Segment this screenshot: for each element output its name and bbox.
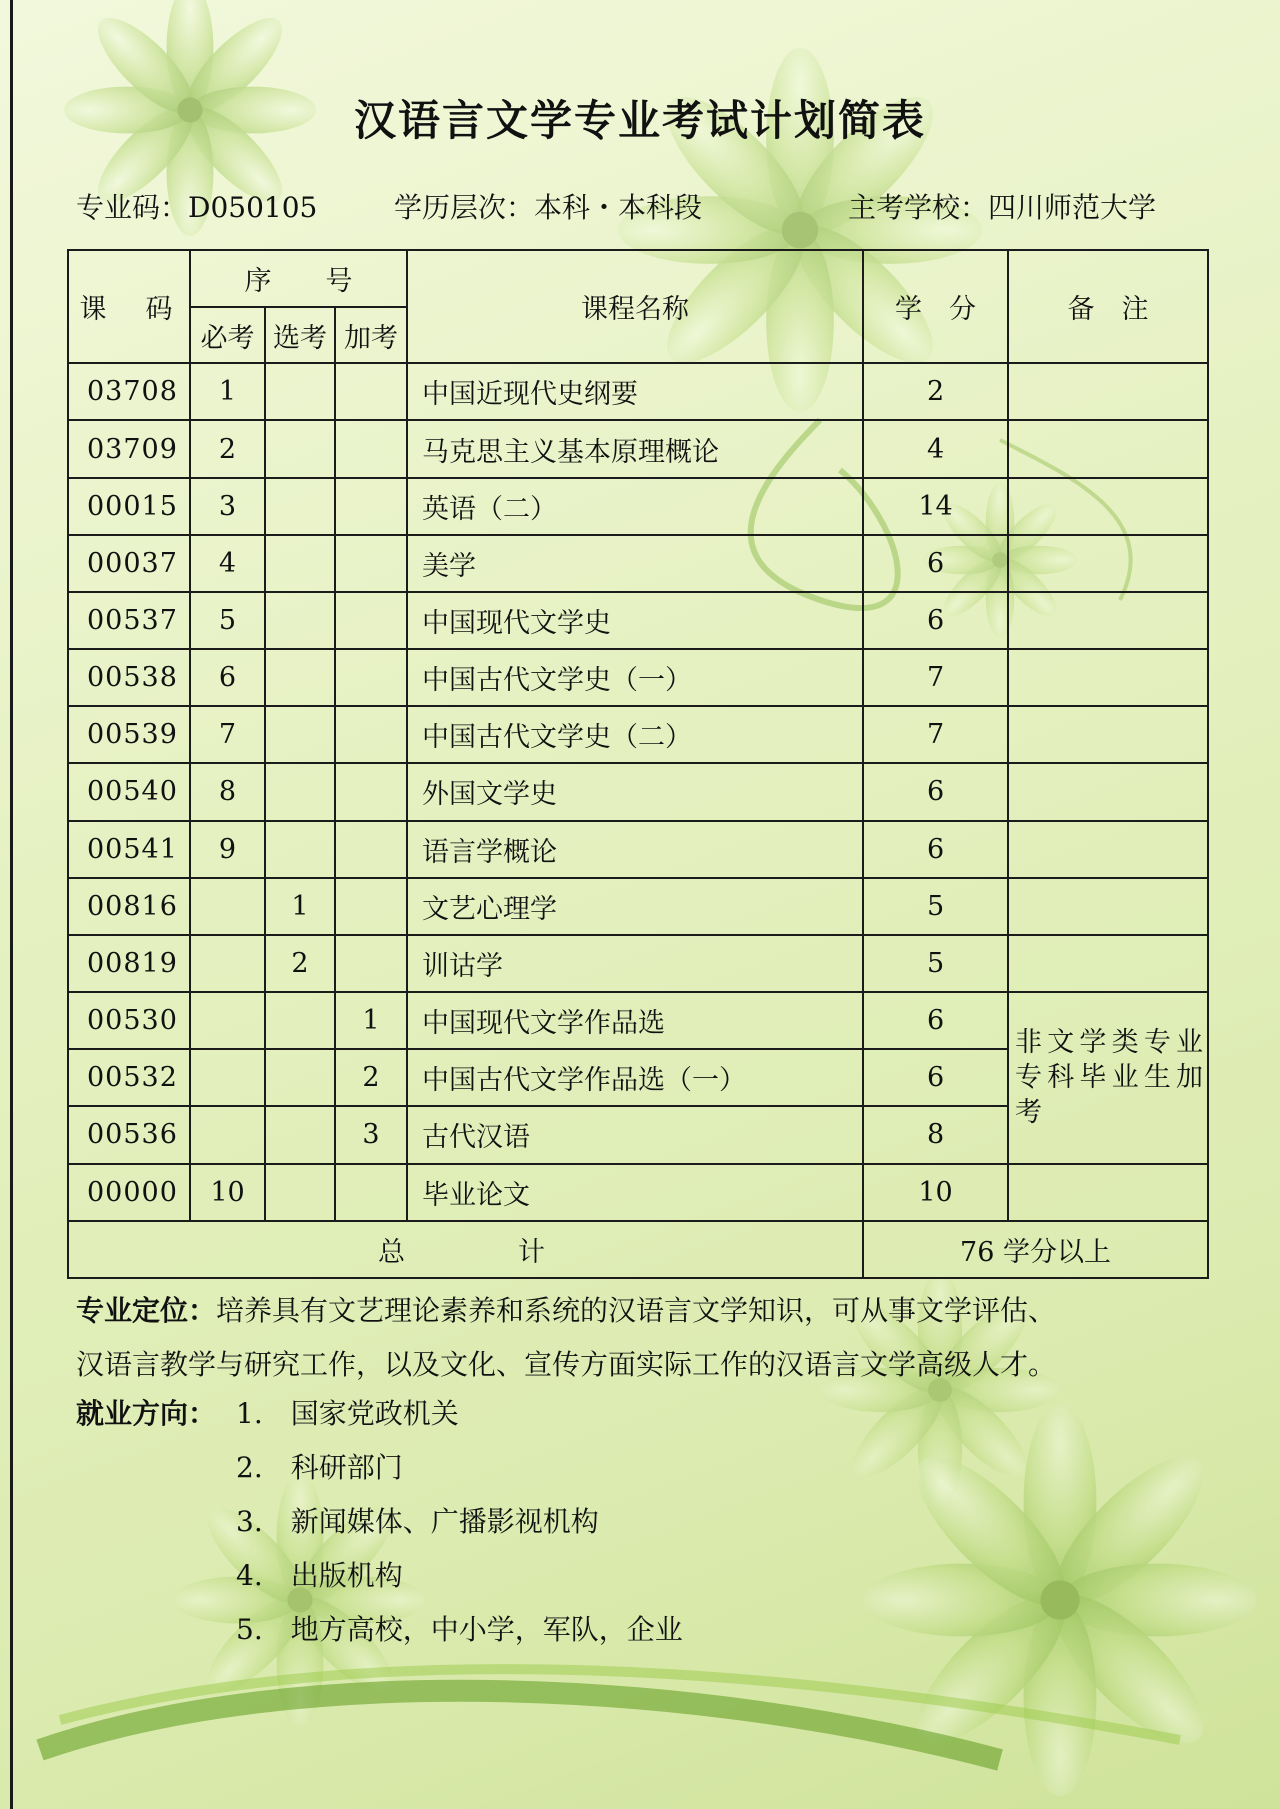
employment-label: 就业方向： xyxy=(76,1397,217,1430)
credit-cell: 6 xyxy=(863,992,1008,1049)
additional-seq-cell xyxy=(335,363,407,420)
credit-cell: 6 xyxy=(863,821,1008,878)
credit-cell: 10 xyxy=(863,1164,1008,1221)
additional-seq-cell xyxy=(335,535,407,592)
additional-seq-cell: 1 xyxy=(335,992,407,1049)
elective-seq-cell xyxy=(265,478,335,535)
course-code-cell: 00530 xyxy=(68,992,190,1049)
additional-seq-cell xyxy=(335,821,407,878)
table-row xyxy=(68,420,1208,477)
note-cell xyxy=(1008,478,1208,535)
course-name-cell: 中国现代文学史 xyxy=(407,592,863,649)
header-additional: 加考 xyxy=(335,307,407,363)
table-row xyxy=(68,878,1208,935)
course-name-cell: 中国古代文学史（二） xyxy=(407,706,863,763)
required-seq-cell xyxy=(190,878,265,935)
required-seq-cell: 10 xyxy=(190,1164,265,1221)
elective-seq-cell xyxy=(265,420,335,477)
table-row xyxy=(68,992,1208,1049)
positioning-line-1 xyxy=(76,1284,1216,1338)
meta-info-row xyxy=(76,186,1206,226)
course-name-cell: 语言学概论 xyxy=(407,821,863,878)
table-row xyxy=(68,1164,1208,1221)
elective-seq-cell xyxy=(265,992,335,1049)
note-cell xyxy=(1008,878,1208,935)
elective-seq-cell: 1 xyxy=(265,878,335,935)
required-seq-cell: 4 xyxy=(190,535,265,592)
credit-cell: 6 xyxy=(863,1049,1008,1106)
required-seq-cell: 5 xyxy=(190,592,265,649)
elective-seq-cell xyxy=(265,592,335,649)
course-code-cell: 00037 xyxy=(68,535,190,592)
table-row xyxy=(68,649,1208,706)
education-level: 学历层次：本科・本科段 xyxy=(394,191,703,224)
additional-seq-cell xyxy=(335,1164,407,1221)
course-code-cell: 00538 xyxy=(68,649,190,706)
required-seq-cell: 2 xyxy=(190,420,265,477)
required-seq-cell xyxy=(190,1106,265,1163)
credit-cell: 7 xyxy=(863,706,1008,763)
additional-seq-cell: 3 xyxy=(335,1106,407,1163)
credit-cell: 2 xyxy=(863,363,1008,420)
required-seq-cell: 7 xyxy=(190,706,265,763)
credit-cell: 8 xyxy=(863,1106,1008,1163)
course-name-cell: 中国古代文学史（一） xyxy=(407,649,863,706)
course-code-cell: 00532 xyxy=(68,1049,190,1106)
table-row xyxy=(68,592,1208,649)
header-course-code: 课 码 xyxy=(68,250,190,363)
note-cell xyxy=(1008,592,1208,649)
required-seq-cell: 6 xyxy=(190,649,265,706)
additional-seq-cell xyxy=(335,878,407,935)
header-required: 必考 xyxy=(190,307,265,363)
course-code-cell: 00541 xyxy=(68,821,190,878)
credit-cell: 7 xyxy=(863,649,1008,706)
note-cell xyxy=(1008,649,1208,706)
required-seq-cell: 3 xyxy=(190,478,265,535)
table-row xyxy=(68,821,1208,878)
credit-cell: 5 xyxy=(863,878,1008,935)
required-seq-cell: 1 xyxy=(190,363,265,420)
employment-item: 3. 新闻媒体、广播影视机构 xyxy=(236,1505,599,1538)
total-credits: 76 学分以上 xyxy=(863,1221,1208,1278)
note-cell xyxy=(1008,1164,1208,1221)
course-name-cell: 中国古代文学作品选（一） xyxy=(407,1049,863,1106)
note-cell xyxy=(1008,935,1208,992)
note-cell xyxy=(1008,535,1208,592)
exam-plan-table xyxy=(67,249,1209,1279)
note-cell xyxy=(1008,420,1208,477)
major-positioning xyxy=(76,1284,1216,1392)
course-code-cell: 00539 xyxy=(68,706,190,763)
elective-seq-cell xyxy=(265,821,335,878)
table-row xyxy=(68,706,1208,763)
credit-cell: 4 xyxy=(863,420,1008,477)
course-name-cell: 毕业论文 xyxy=(407,1164,863,1221)
course-name-cell: 训诂学 xyxy=(407,935,863,992)
employment-item: 4. 出版机构 xyxy=(236,1559,403,1592)
elective-seq-cell xyxy=(265,649,335,706)
table-row xyxy=(68,763,1208,820)
credit-cell: 6 xyxy=(863,592,1008,649)
course-name-cell: 古代汉语 xyxy=(407,1106,863,1163)
course-code-cell: 03708 xyxy=(68,363,190,420)
additional-seq-cell xyxy=(335,763,407,820)
credit-cell: 6 xyxy=(863,763,1008,820)
course-code-cell: 00015 xyxy=(68,478,190,535)
employment-item: 1. 国家党政机关 xyxy=(236,1397,459,1430)
header-credit: 学 分 xyxy=(863,250,1008,363)
course-name-cell: 马克思主义基本原理概论 xyxy=(407,420,863,477)
elective-seq-cell xyxy=(265,535,335,592)
employment-directions xyxy=(76,1392,683,1646)
course-code-cell: 00000 xyxy=(68,1164,190,1221)
total-row xyxy=(68,1221,1208,1278)
required-seq-cell: 8 xyxy=(190,763,265,820)
header-note: 备 注 xyxy=(1008,250,1208,363)
credit-cell: 6 xyxy=(863,535,1008,592)
elective-seq-cell xyxy=(265,763,335,820)
positioning-line-2: 汉语言教学与研究工作，以及文化、宣传方面实际工作的汉语言文学高级人才。 xyxy=(76,1348,1057,1381)
elective-seq-cell xyxy=(265,363,335,420)
course-name-cell: 外国文学史 xyxy=(407,763,863,820)
table-row xyxy=(68,535,1208,592)
additional-exam-note: 非文学类专业专科毕业生加考 xyxy=(1008,992,1208,1163)
positioning-text-1: 培养具有文艺理论素养和系统的汉语言文学知识，可从事文学评估、 xyxy=(216,1294,1057,1327)
additional-seq-cell xyxy=(335,706,407,763)
course-code-cell: 00537 xyxy=(68,592,190,649)
course-name-cell: 中国现代文学作品选 xyxy=(407,992,863,1049)
positioning-label: 专业定位： xyxy=(76,1294,217,1327)
table-row xyxy=(68,935,1208,992)
additional-seq-cell xyxy=(335,592,407,649)
additional-seq-cell xyxy=(335,649,407,706)
additional-seq-cell: 2 xyxy=(335,1049,407,1106)
note-cell xyxy=(1008,763,1208,820)
header-sequence: 序 号 xyxy=(190,250,407,307)
course-code-cell: 00819 xyxy=(68,935,190,992)
elective-seq-cell xyxy=(265,1106,335,1163)
major-code: 专业码：D050105 xyxy=(76,191,318,224)
elective-seq-cell: 2 xyxy=(265,935,335,992)
additional-seq-cell xyxy=(335,420,407,477)
required-seq-cell xyxy=(190,992,265,1049)
course-name-cell: 英语（二） xyxy=(407,478,863,535)
note-cell xyxy=(1008,706,1208,763)
employment-item: 5. 地方高校，中小学，军队，企业 xyxy=(236,1613,683,1646)
table-row xyxy=(68,363,1208,420)
course-name-cell: 文艺心理学 xyxy=(407,878,863,935)
course-code-cell: 00536 xyxy=(68,1106,190,1163)
required-seq-cell: 9 xyxy=(190,821,265,878)
header-elective: 选考 xyxy=(265,307,335,363)
required-seq-cell xyxy=(190,1049,265,1106)
note-cell xyxy=(1008,821,1208,878)
course-code-cell: 00540 xyxy=(68,763,190,820)
course-name-cell: 美学 xyxy=(407,535,863,592)
elective-seq-cell xyxy=(265,706,335,763)
required-seq-cell xyxy=(190,935,265,992)
note-cell xyxy=(1008,363,1208,420)
table-header-row xyxy=(68,250,1208,307)
additional-seq-cell xyxy=(335,478,407,535)
table-row xyxy=(68,478,1208,535)
host-school: 主考学校：四川师范大学 xyxy=(848,191,1157,224)
course-code-cell: 00816 xyxy=(68,878,190,935)
header-course-name: 课程名称 xyxy=(407,250,863,363)
total-label: 总 计 xyxy=(68,1221,863,1278)
course-code-cell: 03709 xyxy=(68,420,190,477)
page-title: 汉语言文学专业考试计划简表 xyxy=(353,96,926,145)
elective-seq-cell xyxy=(265,1164,335,1221)
employment-item: 2. 科研部门 xyxy=(236,1451,403,1484)
course-name-cell: 中国近现代史纲要 xyxy=(407,363,863,420)
credit-cell: 5 xyxy=(863,935,1008,992)
credit-cell: 14 xyxy=(863,478,1008,535)
additional-seq-cell xyxy=(335,935,407,992)
elective-seq-cell xyxy=(265,1049,335,1106)
